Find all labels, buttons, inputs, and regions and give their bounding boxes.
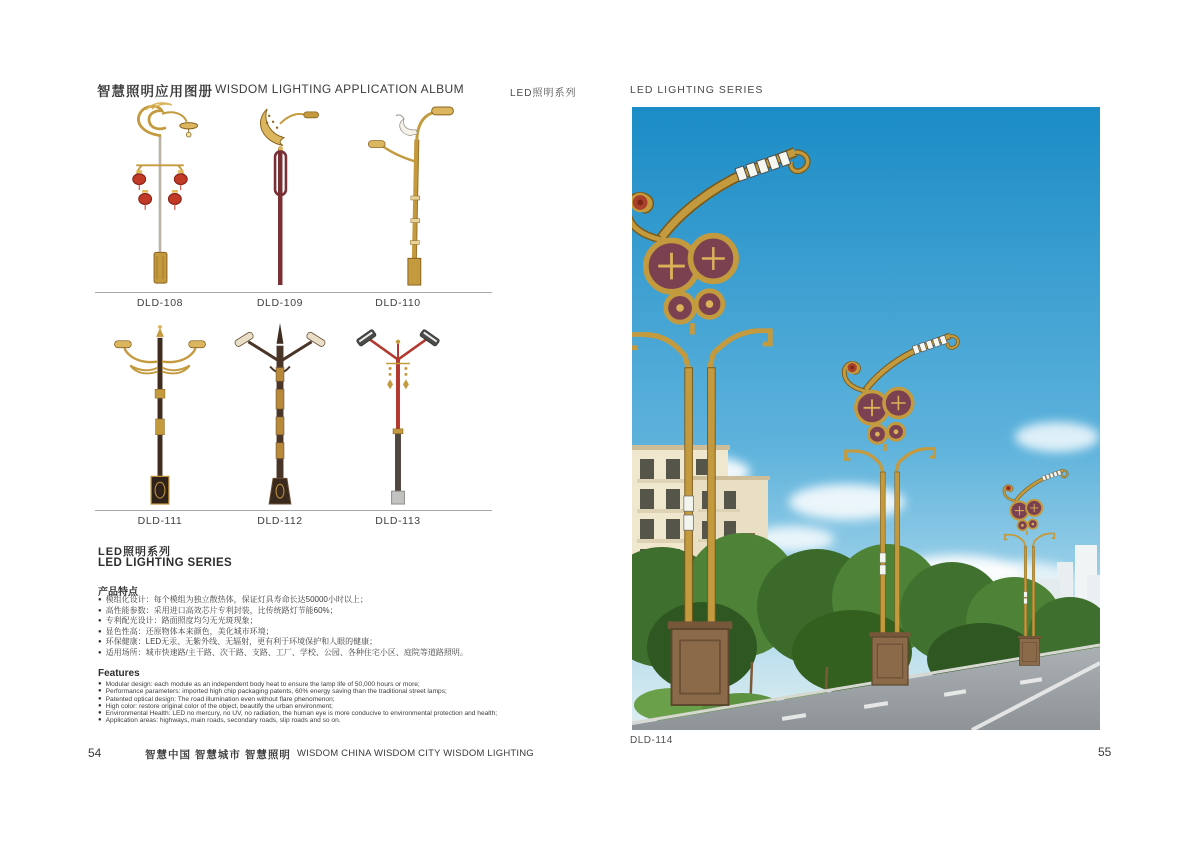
product-drawing-dld-108	[100, 102, 220, 290]
footer-slogan-zh: 智慧中国 智慧城市 智慧照明	[145, 749, 291, 761]
feature-item: ● 模组化设计：每个模组为独立散热体，保证灯具寿命长达50000小时以上；	[98, 595, 518, 606]
product-label: DLD-112	[257, 515, 303, 527]
product-drawing-dld-109	[220, 102, 340, 290]
product-drawing-dld-113	[338, 320, 458, 508]
product-drawing-dld-112	[220, 320, 340, 508]
feature-item: ● Performance parameters: imported high chip packaging patents, 60% energy saving than the traditional street lamps;	[98, 688, 618, 695]
lamp-dld-110-icon	[338, 102, 458, 290]
street-scene-illustration	[632, 107, 1100, 730]
album-title-en: WISDOM LIGHTING APPLICATION ALBUM	[215, 82, 465, 96]
product-label: DLD-108	[136, 297, 184, 309]
lamp-dld-111-icon	[100, 320, 220, 508]
features-zh-list	[98, 595, 518, 659]
series-heading-zh: LED照明系列	[98, 546, 171, 558]
feature-item: ● Modular design: each module as an independent body heat to ensure the lamp life of 50,000 hours or more;	[98, 681, 618, 688]
page-number-left: 54	[88, 746, 102, 760]
feature-item: ● Application areas: highways, main roads, secondary roads, slip roads and so on.	[98, 717, 618, 724]
row1-baseline	[95, 292, 492, 293]
feature-item: ● 显色性高：还原物体本来颜色，美化城市环境；	[98, 627, 518, 638]
row2-baseline	[95, 510, 492, 511]
feature-item: ● High color: restore original color of the object, beautify the urban environment;	[98, 703, 618, 710]
page-number-right: 55	[1098, 745, 1112, 759]
feature-item: ● 高性能参数：采用进口高效芯片专利封装，比传统路灯节能60%；	[98, 606, 518, 617]
footer-slogan-en: WISDOM CHINA WISDOM CITY WISDOM LIGHTING	[297, 748, 534, 759]
product-label: DLD-109	[256, 297, 304, 309]
series-heading-right: LED LIGHTING SERIES	[630, 84, 764, 96]
series-label-top: LED照明系列	[510, 88, 577, 99]
features-zh-title: 产品特点	[98, 587, 138, 598]
product-drawing-dld-110	[338, 102, 458, 290]
product-label: DLD-111	[137, 515, 183, 527]
feature-item: ● Environmental Health: LED no mercury, no UV, no radiation, the human eye is more conducive to environmental protection and health;	[98, 710, 618, 717]
feature-item: ● 专利配光设计：路面照度均匀无光斑现象；	[98, 616, 518, 627]
lamp-dld-113-icon	[338, 320, 458, 508]
photo-product-label: DLD-114	[630, 735, 673, 746]
album-title-zh: 智慧照明应用图册	[97, 84, 213, 99]
lamp-dld-112-icon	[220, 320, 340, 508]
lamp-dld-109-icon	[220, 102, 340, 290]
feature-item: ● 适用场所：城市快速路/主干路、次干路、支路、工厂、学校、公园、各种住宅小区、庭院等道路照明。	[98, 648, 518, 659]
series-heading-en: LED LIGHTING SERIES	[98, 557, 233, 569]
product-drawing-dld-111	[100, 320, 220, 508]
feature-item: ● 环保健康：LED无汞、无紫外线、无辐射，更有利于环境保护和人眼的健康；	[98, 637, 518, 648]
features-en-list	[98, 681, 618, 725]
product-label: DLD-113	[375, 515, 421, 527]
street-scene-photo	[632, 107, 1100, 730]
feature-item: ● Patented optical design: The road illumination even without flare phenomenon;	[98, 696, 618, 703]
product-label: DLD-110	[375, 297, 421, 309]
features-en-title: Features	[98, 668, 140, 679]
lamp-dld-108-icon	[100, 102, 220, 290]
